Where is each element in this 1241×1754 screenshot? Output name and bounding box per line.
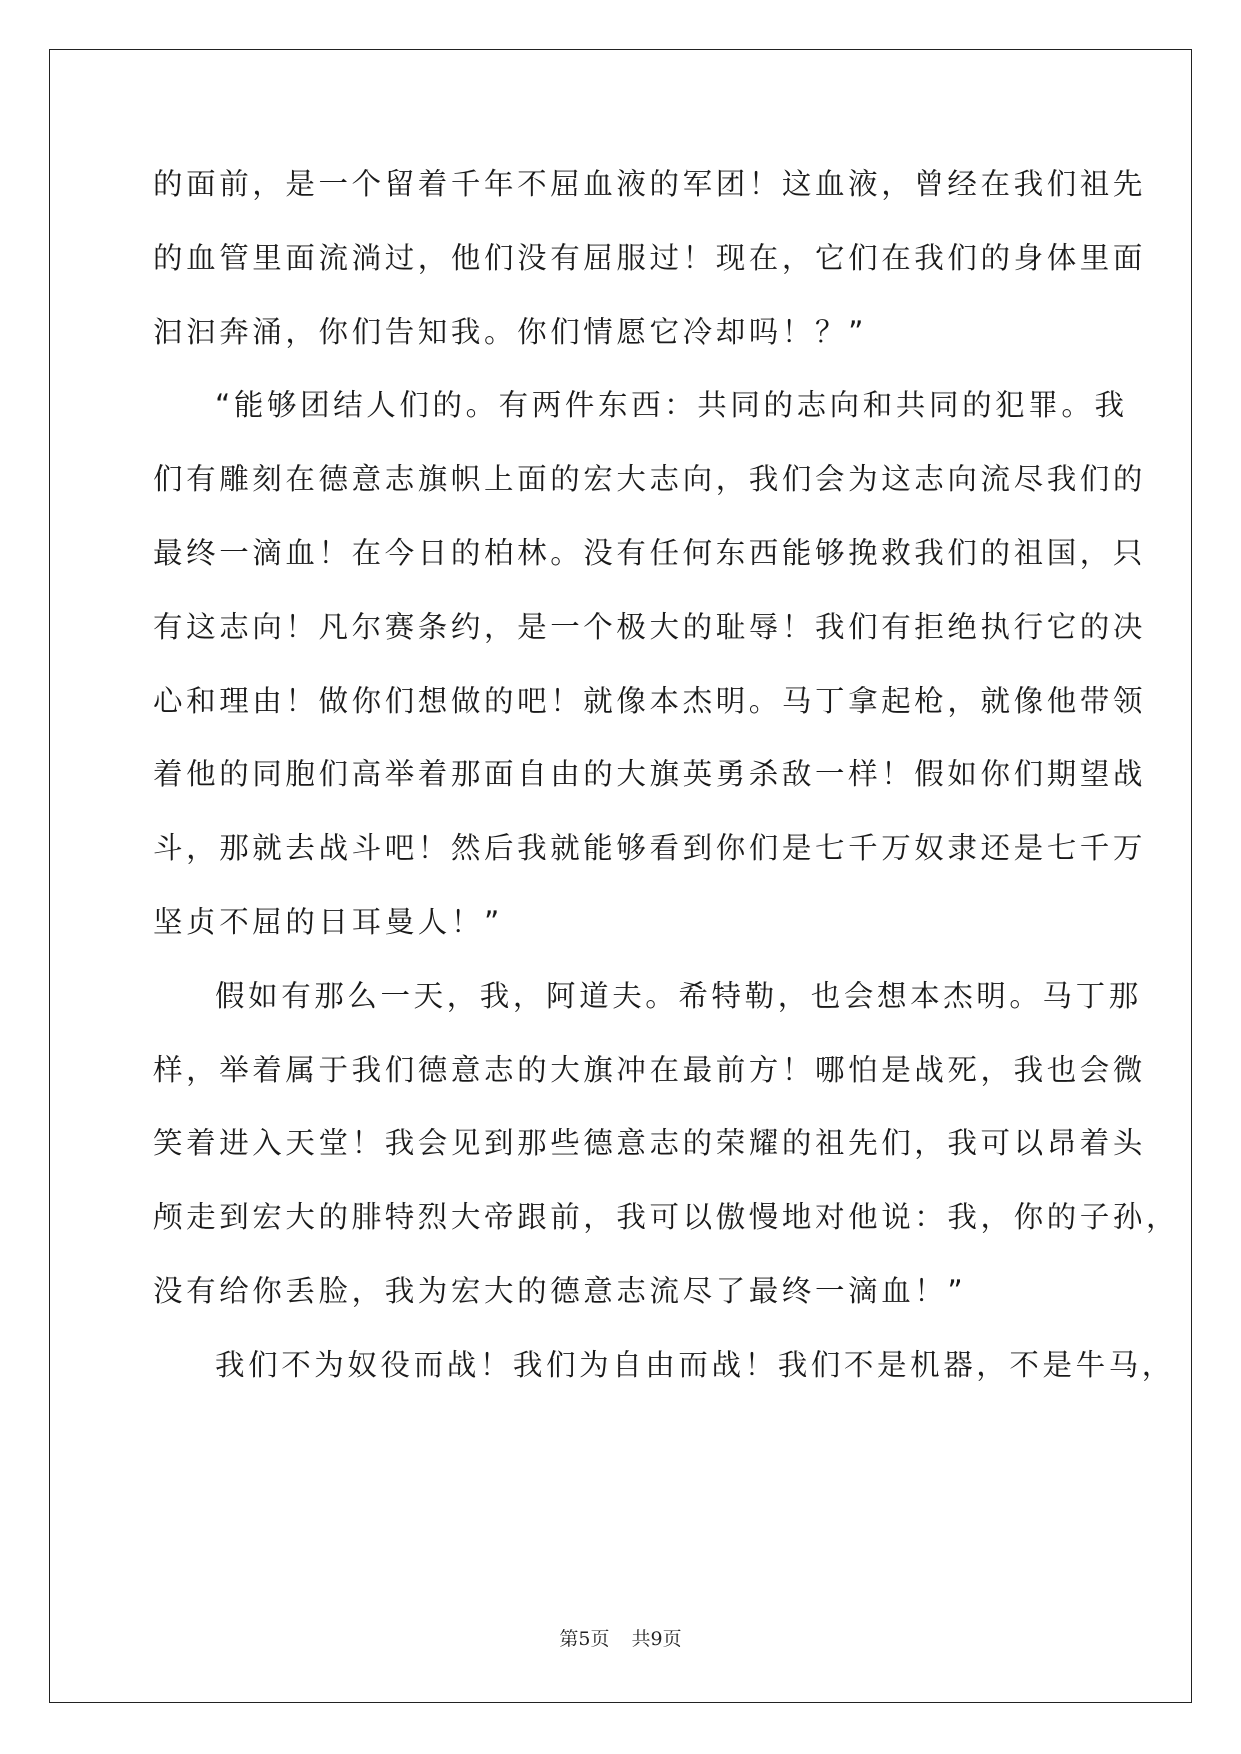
text-line: 斗，那就去战斗吧！然后我就能够看到你们是七千万奴隶还是七千万: [153, 831, 1147, 866]
text-line: 我们不为奴役而战！我们为自由而战！我们不是机器，不是牛马，: [215, 1347, 1175, 1382]
text-line: 汩汩奔涌，你们告知我。你们情愿它冷却吗！？”: [153, 314, 867, 349]
page-number: 第5页: [559, 1628, 610, 1650]
text-line: “能够团结人们的。有两件东西：共同的志向和共同的犯罪。我: [215, 388, 1128, 423]
text-line: 的面前，是一个留着千年不屈血液的军团！这血液，曾经在我们祖先: [153, 167, 1147, 201]
text-line: 假如有那么一天，我，阿道夫。希特勒，也会想本杰明。马丁那: [215, 978, 1142, 1013]
page-total: 共9页: [631, 1628, 682, 1650]
text-line: 颅走到宏大的腓特烈大帝跟前，我可以傲慢地对他说：我，你的子孙，: [153, 1200, 1180, 1235]
text-line: 们有雕刻在德意志旗帜上面的宏大志向，我们会为这志向流尽我们的: [153, 462, 1147, 497]
text-line: 没有给你丢脸，我为宏大的德意志流尽了最终一滴血！”: [153, 1273, 967, 1308]
text-line: 着他的同胞们高举着那面自由的大旗英勇杀敌一样！假如你们期望战: [153, 757, 1147, 792]
document-body: [153, 160, 1180, 1415]
text-line: 最终一滴血！在今日的柏林。没有任何东西能够挽救我们的祖国，只: [153, 535, 1147, 570]
text-line: 样，举着属于我们德意志的大旗冲在最前方！哪怕是战死，我也会微: [153, 1052, 1147, 1087]
text-line: 的血管里面流淌过，他们没有屈服过！现在，它们在我们的身体里面: [153, 240, 1147, 275]
text-line: 有这志向！凡尔赛条约，是一个极大的耻辱！我们有拒绝执行它的决: [153, 609, 1147, 644]
text-line: 心和理由！做你们想做的吧！就像本杰明。马丁拿起枪，就像他带领: [153, 683, 1147, 718]
text-line: 笑着进入天堂！我会见到那些德意志的荣耀的祖先们，我可以昂着头: [153, 1126, 1147, 1161]
page-footer: [0, 1624, 1241, 1651]
text-line: 坚贞不屈的日耳曼人！”: [153, 904, 503, 939]
